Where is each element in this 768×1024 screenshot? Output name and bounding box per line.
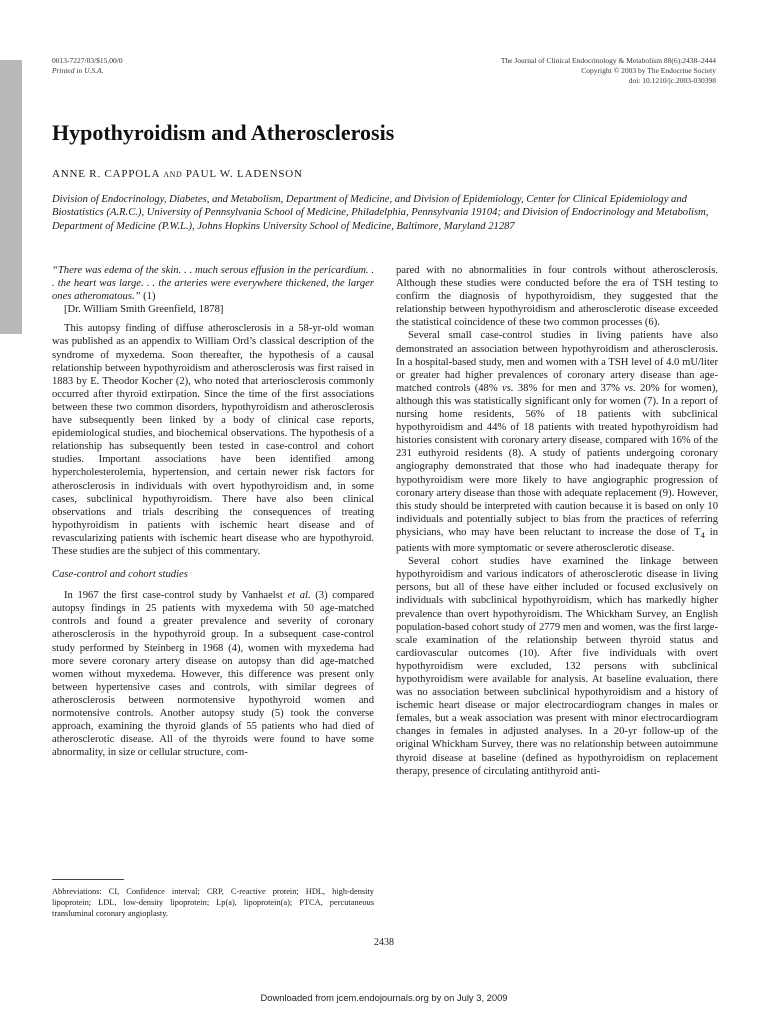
- doi-line: doi: 10.1210/jc.2003-030398: [628, 76, 716, 85]
- body-paragraph: [52, 589, 374, 759]
- abbreviations-footnote: Abbreviations: CI, Confidence interval; CRP, C-reactive protein; HDL, high-density lipoprotein; LDL, low-density lipoprotein; Lp(a), lipoprotein(a); PTCA, percutaneous transluminal coronary angioplasty.: [52, 887, 374, 918]
- header-left: [52, 56, 123, 76]
- issn-line: 0013-7227/03/$15.00/0: [52, 56, 123, 65]
- text-run: (3) compared autopsy findings in 25 patients with myxedema with 50 age-matched controls and found a greater prevalence and severity of coronary atherosclerosis in the hypothyroid group. In a subsequent case-control study performed by Steinberg in 1968 (4), women with myxedema had more severe coronary artery disease on autopsy than did age-matched women without myxedema. However, this difference was present only between hypertensive cases and controls, with similar degrees of atherosclerosis between normotensive hypothyroid women and normotensive controls. Another autopsy study (5) took the converse approach, examining the thyroid glands of 55 patients who had died of atherosclerotic disease. All of the thyroids were found to have some abnormality, in size or cellular structure, com-: [52, 590, 375, 759]
- author-name: ANNE R. CAPPOLA: [52, 168, 160, 180]
- author-name: PAUL W. LADENSON: [185, 168, 303, 180]
- text-run: 20% for women), although this was statistically significant only for women (7). In a report of nursing home residents, 56% of 18 patients with subclinical hypothyroidism and 44% of 18 patients with treated hypothyroidism had histories consistent with coronary artery disease, compared with 16% of the 231 euthyroid residents (8). A study of patients undergoing coronary angiography demonstrated that those who had inadequate therapy for hypothyroidism were more likely to have angiographic progression of coronary artery disease than those with adequate replacement (9). However, this study should be interpreted with caution because it is based on only 10 individuals and potentially subject to bias from the practices of referring physicians, who may have been reluctant to increase the dose of T: [396, 382, 718, 538]
- text-run: In 1967 the first case-control study by Vanhaelst: [64, 590, 288, 602]
- author-conjunction: AND: [163, 170, 183, 179]
- body-paragraph: [396, 329, 718, 555]
- epigraph: [52, 264, 374, 303]
- epigraph-quote: “There was edema of the skin. . . much serous effusion in the pericardium. . . the heart was large. . . the arteries were everywhere thickened, the larger ones atheromatous.”: [52, 265, 374, 303]
- et-al-italic: et al.: [287, 590, 311, 602]
- body-paragraph: This autopsy finding of diffuse atherosclerosis in a 58-yr-old woman was published as an appendix to William Ord’s classical description of the syndrome of myxedema. Soon thereafter, the hypothesis of a causal relationship between hypothyroidism and atherosclerosis was first raised in 1883 by E. Theodor Kocher (2), who noted that arteriosclerosis commonly occurred after thyroid extirpation. Since the time of the first associations between these two common disorders, hypothyroidism and atherosclerosis have subsequently been linked by a body of clinical case reports, epidemiological studies, and biochemical observations. The hypothesis of a relationship has subsequently been tested in case-control and cohort studies. Important associations have been identified among hypercholesterolemia, hypertension, and certain newer risk factors for atherosclerosis in individuals with overt hypothyroidism and, in some cases, subclinical hypothyroidism. There have also been clinical observations and trials describing the consequences of treating hypothyroidism in patients with ischemic heart disease and of revascularizing patients with ischemic heart disease who are hypothyroid. These studies are the subject of this commentary.: [52, 323, 374, 557]
- download-notice: Downloaded from jcem.endojournals.org by on July 3, 2009: [260, 992, 508, 1003]
- margin-tab: [0, 60, 22, 334]
- author-line: [52, 168, 303, 180]
- footnote-divider: [52, 879, 124, 880]
- copyright-line: Copyright © 2003 by The Endocrine Society: [581, 66, 716, 75]
- text-run: in patients with more symptomatic or severe atherosclerotic disease.: [396, 526, 718, 555]
- article-title: Hypothyroidism and Atherosclerosis: [52, 120, 395, 145]
- journal-citation: The Journal of Clinical Endocrinology & Metabolism 88(6):2438–2444: [500, 56, 716, 65]
- vs-italic: vs.: [502, 382, 514, 394]
- t4-subscript: 4: [700, 529, 705, 540]
- left-column: [52, 264, 374, 759]
- text-run: 38% for men and 37%: [513, 382, 625, 394]
- body-paragraph: pared with no abnormalities in four controls without atherosclerosis. Although these studies were conducted before the era of TSH testing to confirm the diagnosis of hypothyroidism, they suggested that the relationship between hypothyroidism and atherosclerotic disease exceeded the statistical coincidence of these two common processes (6).: [396, 265, 718, 329]
- right-column: [396, 264, 718, 778]
- vs-italic: vs.: [624, 382, 636, 394]
- text-run: Several small case-control studies in living patients have also demonstrated an association between hypothyroidism and atherosclerosis. In a hospital-based study, men and women with a TSH level of 4.0 mU/liter or greater had higher prevalences of coronary artery disease than age-matched controls (48%: [396, 330, 718, 394]
- printed-line: Printed in U.S.A.: [52, 66, 104, 75]
- section-heading: Case-control and cohort studies: [52, 569, 188, 581]
- epigraph-citation: [Dr. William Smith Greenfield, 1878]: [64, 304, 224, 316]
- affiliation: Division of Endocrinology, Diabetes, and Metabolism, Department of Medicine, and Division of Epidemiology, Center for Clinical Epidemiology and Biostatistics (A.R.C.), University of Pennsylvania School of Medicine, Philadelphia, Pennsylvania 19104; and Division of Endocrinology and Metabolism, Department of Medicine (P.W.L.), Johns Hopkins University School of Medicine, Baltimore, Maryland 21287: [52, 194, 709, 232]
- body-paragraph: Several cohort studies have examined the linkage between hypothyroidism and various indicators of atherosclerotic disease in living persons, but all of these have either included or focused exclusively on individuals with subclinical hypothyroidism, which has markedly higher prevalence than overt hypothyroidism. The Whickham Survey, an English population-based cohort study of 2779 men and women, was the first large-scale examination of the relationship between thyroid status and cardiovascular outcomes (10). After five individuals with overt hypothyroidism were excluded, 132 persons with subclinical hypothyroidism were available for analysis. At baseline evaluation, there was no association between subclinical hypothyroidism and a history of ischemic heart disease or major electrocardiogram changes in males or females, but a weak association was present with minor electrocardiogram changes in females in adjusted analyses. In a 20-yr follow-up of the original Whickham Survey, there was no relationship between autoimmune thyroid disease at baseline (defined as hypothyroidism on replacement therapy, presence of circulating antithyroid anti-: [396, 556, 718, 777]
- header-right: [501, 56, 716, 86]
- epigraph-reference: (1): [140, 291, 156, 303]
- page-number: 2438: [374, 937, 394, 948]
